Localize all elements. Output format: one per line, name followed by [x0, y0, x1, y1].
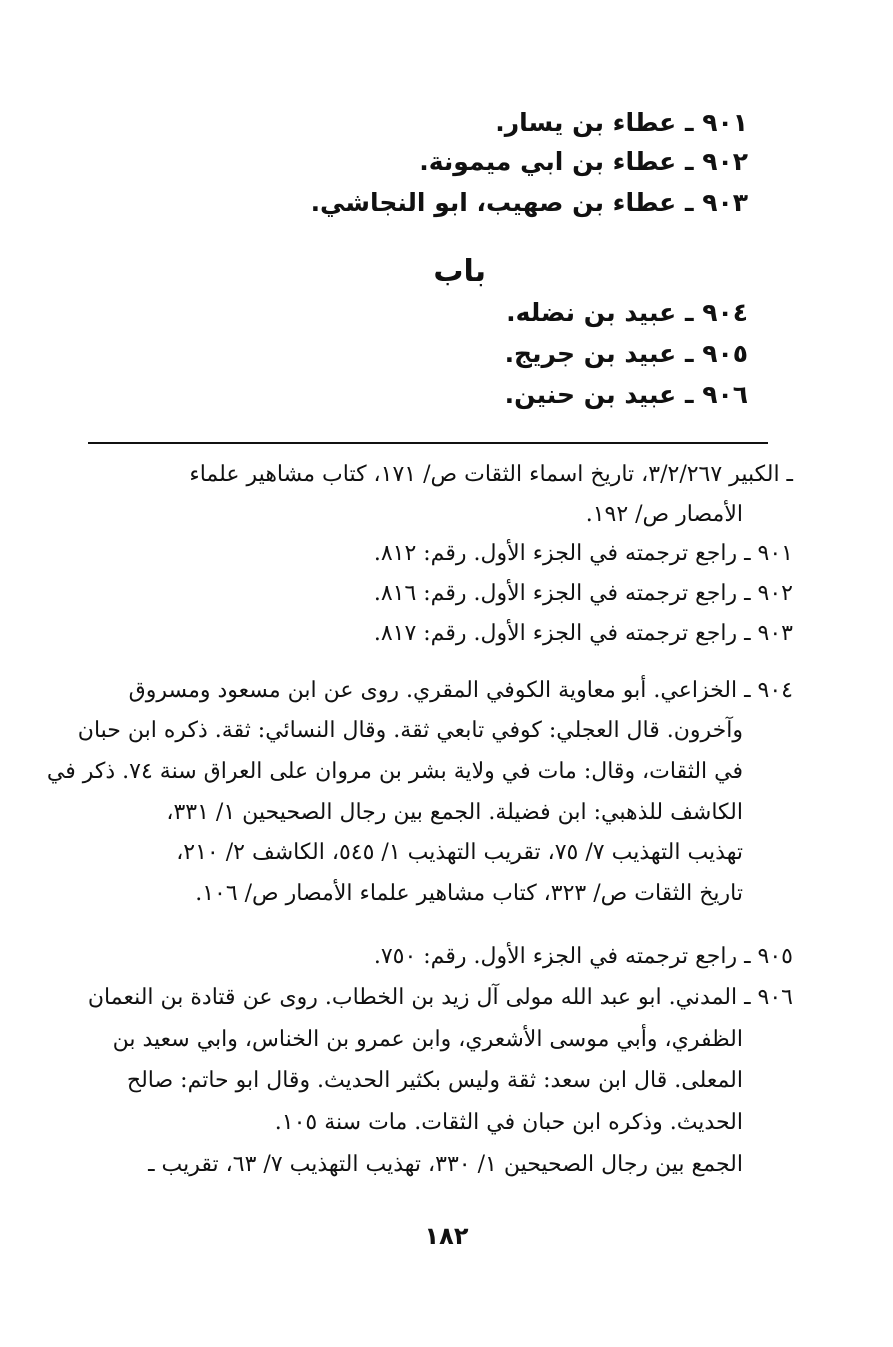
footnote-903: ٩٠٣ ـ راجع ترجمته في الجزء الأول. رقم: ٨١٧.	[373, 621, 793, 646]
footnote-904-line: ٩٠٤ ـ الخزاعي. أبو معاوية الكوفي المقري. روى عن ابن مسعود ومسروق	[128, 678, 793, 703]
section-heading: باب	[433, 254, 486, 289]
footnote-904-line: الكاشف للذهبي: ابن فضيلة. الجمع بين رجال الصحيحين ١/ ٣٣١،	[166, 800, 743, 825]
footnote-carry-line: الأمصار ص/ ١٩٢.	[585, 502, 743, 527]
footnote-902: ٩٠٢ ـ راجع ترجمته في الجزء الأول. رقم: ٨١٦.	[373, 581, 793, 606]
entry-901: ٩٠١ ـ عطاء بن يسار.	[495, 108, 748, 137]
footnote-904-line: في الثقات، وقال: مات في ولاية بشر بن مروان على العراق سنة ٧٤. ذكر في	[46, 759, 743, 784]
footnote-904-line: تهذيب التهذيب ٧/ ٧٥، تقريب التهذيب ١/ ٥٤٥، الكاشف ٢/ ٢١٠،	[176, 840, 743, 865]
footnote-905: ٩٠٥ ـ راجع ترجمته في الجزء الأول. رقم: ٧٥٠.	[373, 944, 793, 969]
entry-905: ٩٠٥ ـ عبيد بن جريج.	[504, 339, 748, 368]
footnote-906-line: ٩٠٦ ـ المدني. ابو عبد الله مولى آل زيد بن الخطاب. روى عن قتادة بن النعمان	[87, 985, 793, 1010]
footnote-904-line: تاريخ الثقات ص/ ٣٢٣، كتاب مشاهير علماء الأمصار ص/ ١٠٦.	[195, 881, 743, 906]
footnote-carry-line: ـ الكبير ٣/٢/٢٦٧، تاريخ اسماء الثقات ص/ ١٧١، كتاب مشاهير علماء	[189, 462, 793, 487]
footnote-906-line: الظفري، وأبي موسى الأشعري، وابن عمرو بن الخناس، وابي سعيد بن	[112, 1027, 743, 1052]
entry-904: ٩٠٤ ـ عبيد بن نضله.	[506, 298, 748, 327]
footnote-901: ٩٠١ ـ راجع ترجمته في الجزء الأول. رقم: ٨١٢.	[373, 541, 793, 566]
footnote-divider	[88, 442, 768, 444]
entry-903: ٩٠٣ ـ عطاء بن صهيب، ابو النجاشي.	[310, 188, 748, 217]
footnote-906-line: المعلى. قال ابن سعد: ثقة وليس بكثير الحديث. وقال ابو حاتم: صالح	[126, 1068, 743, 1093]
entry-906: ٩٠٦ ـ عبيد بن حنين.	[504, 380, 748, 409]
entry-902: ٩٠٢ ـ عطاء بن ابي ميمونة.	[419, 147, 748, 176]
footnote-906-line: الجمع بين رجال الصحيحين ١/ ٣٣٠، تهذيب التهذيب ٧/ ٦٣، تقريب ـ	[148, 1152, 743, 1177]
page-number: ١٨٢	[424, 1222, 469, 1250]
footnote-904-line: وآخرون. قال العجلي: كوفي تابعي ثقة. وقال النسائي: ثقة. ذكره ابن حبان	[77, 718, 743, 743]
footnote-906-line: الحديث. وذكره ابن حبان في الثقات. مات سنة ١٠٥.	[274, 1110, 743, 1135]
